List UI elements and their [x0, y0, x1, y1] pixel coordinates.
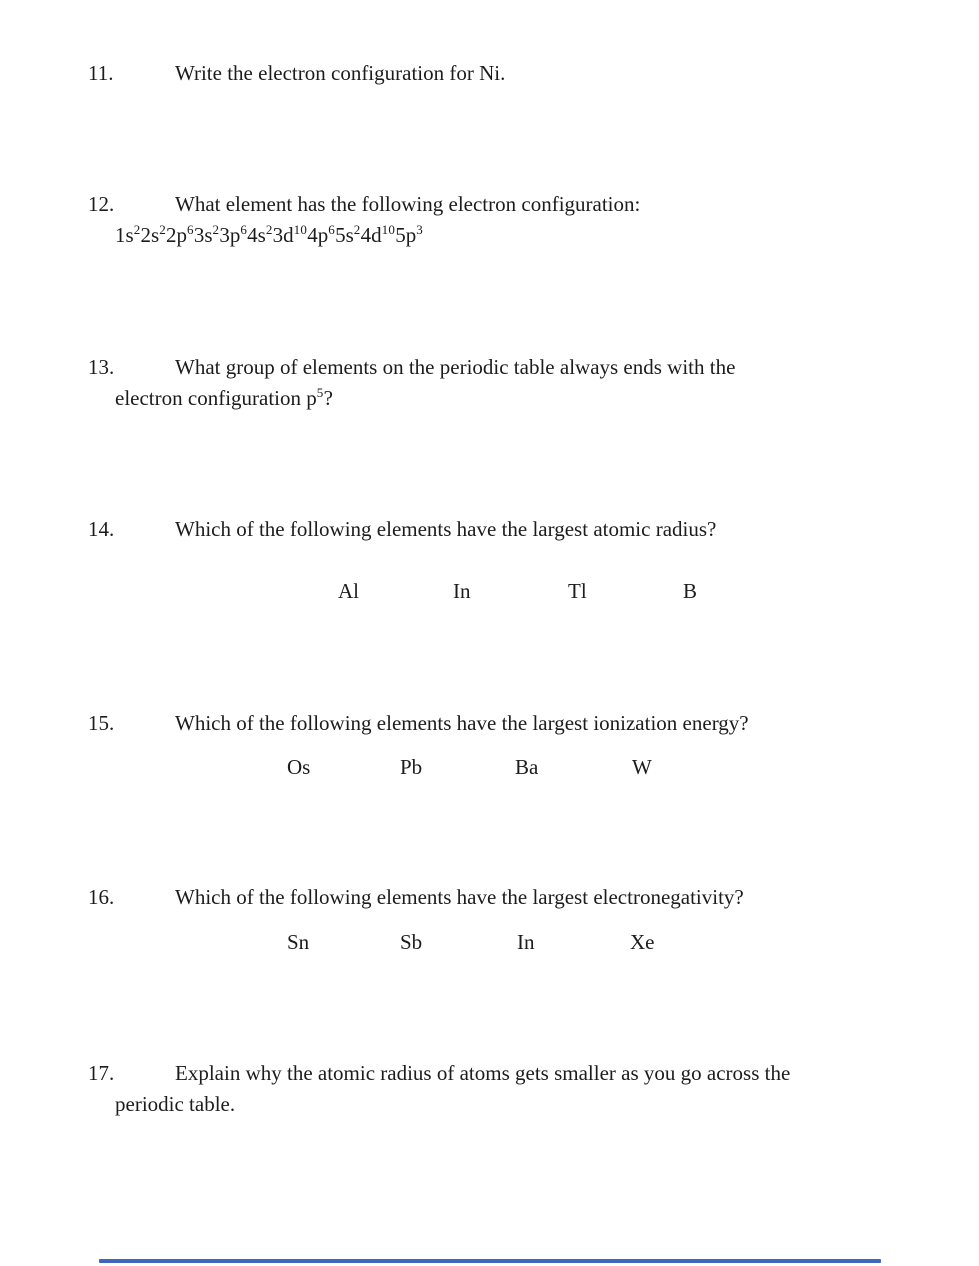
answer-option-sn: Sn: [287, 930, 310, 954]
question-17-number: 17.: [88, 1061, 115, 1085]
question-16-options: [0, 927, 979, 958]
answer-option-al: Al: [338, 579, 359, 603]
question-16-number: 16.: [88, 885, 115, 909]
question-13: [0, 352, 979, 414]
answer-option-pb: Pb: [400, 755, 423, 779]
question-15-text: Which of the following elements have the largest ionization energy?: [175, 711, 749, 735]
answer-option-ba: Ba: [515, 755, 539, 779]
question-14: [0, 514, 979, 545]
question-16: [0, 882, 979, 913]
answer-option-tl: Tl: [568, 579, 587, 603]
question-11-text: Write the electron configuration for Ni.: [175, 61, 506, 85]
answer-option-xe: Xe: [630, 930, 655, 954]
question-15: [0, 708, 979, 739]
answer-option-os: Os: [287, 755, 311, 779]
question-12-number: 12.: [88, 192, 115, 216]
question-11-number: 11.: [88, 61, 114, 85]
question-16-text: Which of the following elements have the largest electronegativity?: [175, 885, 744, 909]
answer-option-b: B: [683, 579, 698, 603]
bottom-rule: [99, 1259, 881, 1263]
answer-option-sb: Sb: [400, 930, 423, 954]
question-17: [0, 1058, 979, 1120]
question-12-text: What element has the following electron configuration:: [175, 192, 641, 216]
question-13-text: What group of elements on the periodic table always ends with the electron configuration $p^5$?: [115, 355, 736, 410]
question-14-text: Which of the following elements have the largest atomic radius?: [175, 517, 717, 541]
answer-option-in: In: [453, 579, 471, 603]
question-13-number: 13.: [88, 355, 115, 379]
question-14-number: 14.: [88, 517, 115, 541]
answer-option-in2: In: [517, 930, 535, 954]
answer-option-w: W: [632, 755, 652, 779]
question-15-options: [0, 752, 979, 783]
question-15-number: 15.: [88, 711, 115, 735]
question-14-options: [0, 576, 979, 607]
question-17-text: Explain why the atomic radius of atoms gets smaller as you go across the periodic table.: [115, 1061, 791, 1116]
question-12-electron-configuration: $1s^22s^22p^63s^23p^64s^23d^{10}4p^65s^24d^{10}5p^3$: [115, 222, 423, 247]
question-11: [0, 58, 979, 89]
question-12: [0, 189, 979, 251]
